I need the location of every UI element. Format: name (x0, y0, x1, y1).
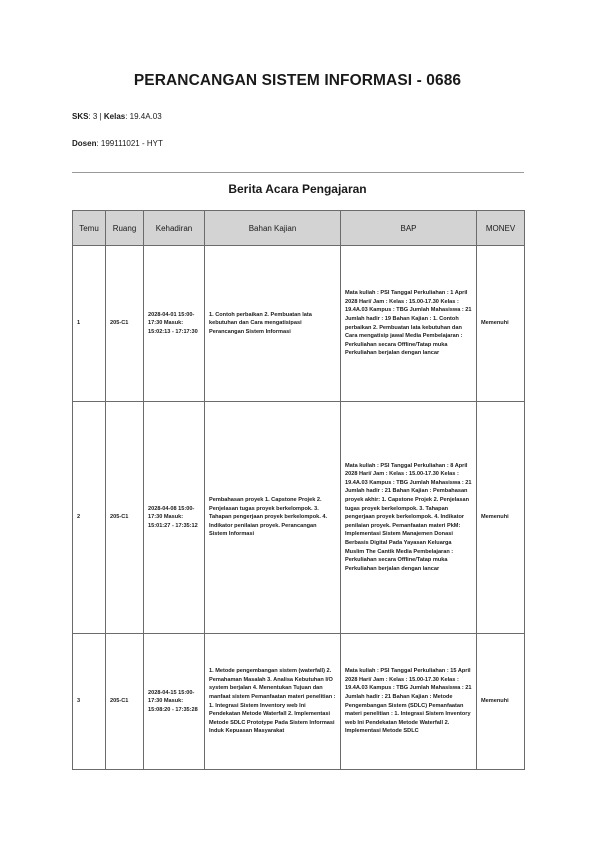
cell-kehadiran: 2028-04-08 15:00-17:30 Masuk: 15:01:27 - 17:35:12 (144, 402, 205, 634)
cell-kehadiran: 2028-04-01 15:00-17:30 Masuk: 15:02:13 - 17:17:30 (144, 246, 205, 402)
document-title: PERANCANGAN SISTEM INFORMASI - 0686 (133, 72, 462, 89)
table-header-row (73, 211, 525, 246)
cell-bap: Mata kuliah : PSI Tanggal Perkuliahan : 1 April 2028 Hari/ Jam : Kelas : 15.00-17.30 Kelas : 19.4A.03 Kampus : TBG Jumlah Mahasiswa : 21 Jumlah hadir : 19 Bahan Kajian : 1. Contoh perbaikan 2. Pembuatan lata kebutuhan dan Cara mengatisip jawal Media Pembelajaran : Perkuliahan secara Offline/Tatap muka Perkuliahan berjalan dengan lancar (341, 246, 477, 402)
dosen-label: Dosen (72, 139, 97, 148)
cell-monev: Memenuhi (477, 402, 525, 634)
cell-ruang: 205-C1 (106, 246, 144, 402)
sks-label: SKS (72, 112, 89, 121)
header-monev: MONEV (477, 211, 525, 246)
cell-bahan-kajian: Pembahasan proyek 1. Capstone Projek 2. Penjelasan tugas proyek berkelompok. 3. Tahapan pengerjaan proyek berkelompok. 4. Indikator penilaian proyek. Perancangan Sistem Informasi (205, 402, 341, 634)
header-kehadiran: Kehadiran (144, 211, 205, 246)
kelas-value: : 19.4A.03 (125, 112, 162, 121)
table-row (73, 634, 525, 770)
cell-monev: Memenuhi (477, 634, 525, 770)
cell-bahan-kajian: 1. Metode pengembangan sistem (waterfall) 2. Pemahaman Masalah 3. Analisa Kebutuhan I/O system berjalan 4. Menentukan Tujuan dan manfaat sistem Pemanfaatan materi penelitian : 1. Integrasi Sistem Inventory web Ini Pendekatan Metode Waterfall 2. Implementasi Metode SDLC Prototype Pada Sistem Informasi Induk Kepuasan Masyarakat (205, 634, 341, 770)
cell-monev: Memenuhi (477, 246, 525, 402)
table-row (73, 402, 525, 634)
cell-bap: Mata kuliah : PSI Tanggal Perkuliahan : 8 April 2028 Hari/ Jam : Kelas : 15.00-17.30 Kelas : 19.4A.03 Kampus : TBG Jumlah Mahasiswa : 21 Jumlah hadir : 21 Bahan Kajian : Pembahasan proyek akhir: 1. Capstone Projek 2. Penjelasan tugas proyek berkelompok. 3. Tahapan pengerjaan proyek berkelompok. 4. Indikator penilaian proyek. Pemanfaatan materi PkM: Implementasi Sistem Manajemen Donasi Berbasis Digital Pada Yayasan Keluarga Muslim The Cantik Media Pembelajaran : Perkuliahan secara Offline/Tatap muka Perkuliahan berjalan dengan lancar (341, 402, 477, 634)
bap-table (72, 210, 525, 770)
cell-temu: 2 (73, 402, 106, 634)
header-bap: BAP (341, 211, 477, 246)
cell-bahan-kajian: 1. Contoh perbaikan 2. Pembuatan lata kebutuhan dan Cara mengatisipasi Perancangan Sistem Informasi (205, 246, 341, 402)
header-temu: Temu (73, 211, 106, 246)
section-title: Berita Acara Pengajaran (228, 182, 367, 196)
kelas-label: Kelas (103, 112, 126, 121)
divider (72, 172, 524, 173)
header-bahan-kajian: Bahan Kajian (205, 211, 341, 246)
sks-value: : 3 | (88, 112, 104, 121)
cell-temu: 3 (73, 634, 106, 770)
cell-ruang: 205-C1 (106, 402, 144, 634)
dosen-value: : 199111021 - HYT (96, 139, 163, 148)
table-row (73, 246, 525, 402)
cell-temu: 1 (73, 246, 106, 402)
cell-ruang: 205-C1 (106, 634, 144, 770)
cell-bap: Mata kuliah : PSI Tanggal Perkuliahan : 15 April 2028 Hari/ Jam : Kelas : 15.00-17.30 Kelas : 19.4A.03 Kampus : TBG Jumlah Mahasiswa : 21 Jumlah hadir : 21 Bahan Kajian : Metode Pengembangan Sistem (SDLC) Pemanfaatan materi penelitian : 1. Integrasi Sistem Inventory web Ini Pendekatan Metode Waterfall 2. Implementasi Metode SDLC (341, 634, 477, 770)
meta-dosen (72, 139, 163, 148)
meta-sks-kelas (72, 112, 162, 121)
header-ruang: Ruang (106, 211, 144, 246)
cell-kehadiran: 2028-04-15 15:00-17:30 Masuk: 15:08:20 - 17:35:28 (144, 634, 205, 770)
